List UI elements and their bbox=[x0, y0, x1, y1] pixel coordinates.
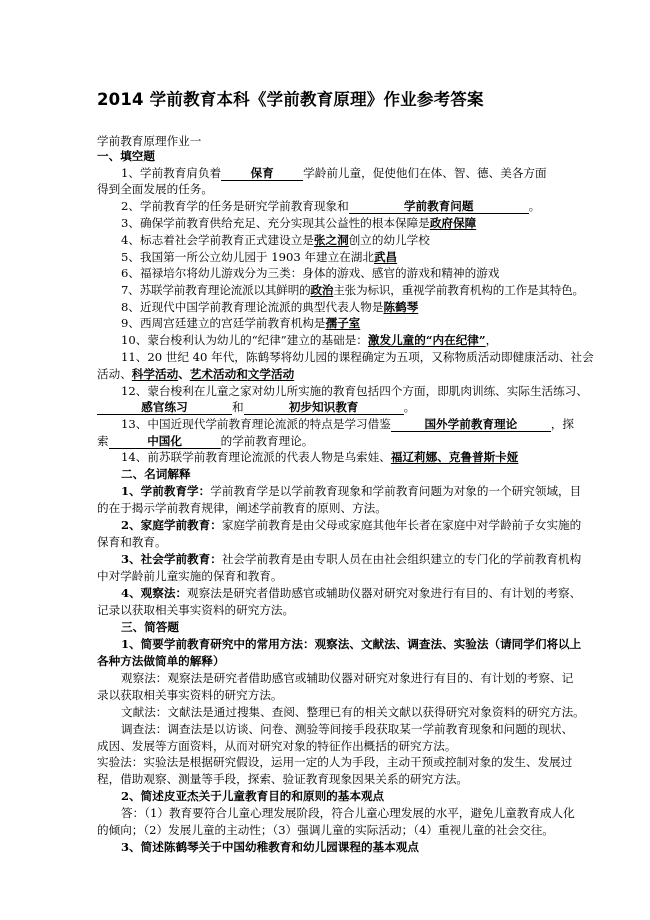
answer-text: 孺子室 bbox=[325, 316, 361, 330]
question-5 bbox=[121, 250, 397, 264]
definition-text: 社会学前教育是由专职人员在由社会组织建立的专门化的学前教育机构 bbox=[221, 552, 582, 566]
question-12-continuation bbox=[97, 400, 415, 415]
answer-observation-continuation: 录以获取相关事实资料的研究方法。 bbox=[97, 688, 283, 702]
definition-3 bbox=[121, 552, 581, 566]
answer-text: 武昌 bbox=[373, 250, 398, 264]
short-answer-question-3: 3、简述陈鹤琴关于中国幼稚教育和幼儿园课程的基本观点 bbox=[121, 840, 419, 854]
section-heading-short-answer: 三、简答题 bbox=[121, 620, 179, 634]
assignment-subtitle: 学前教育原理作业一 bbox=[97, 134, 202, 148]
question-text: 3、确保学前教育供给充足、充分实现其公益性的根本保障是 bbox=[121, 216, 430, 230]
question-text: 和 bbox=[232, 400, 244, 414]
answer-text: 文学活动 bbox=[247, 367, 295, 381]
question-text: 活动、 bbox=[97, 367, 132, 381]
question-text: 学龄前儿童，促使他们在体、智、德、美各方面 bbox=[303, 166, 547, 180]
question-text: 。 bbox=[528, 199, 541, 213]
answer-literature: 文献法：文献法是通过搜集、查阅、整理已有的相关文献以获得研究对象资料的研究方法。 bbox=[121, 705, 585, 719]
definition-2 bbox=[121, 518, 581, 532]
question-4 bbox=[121, 233, 430, 247]
question-1-continuation: 得到全面发展的任务。 bbox=[97, 182, 213, 196]
question-text: 7、苏联学前教育理论流派以其鲜明的 bbox=[121, 283, 311, 297]
question-13 bbox=[121, 417, 574, 432]
question-text: ，探 bbox=[550, 417, 575, 431]
answer-piaget: 答：（1）教育要符合儿童心理发展阶段，符合儿童心理发展的水平，避免儿童教育成人化 bbox=[121, 806, 575, 820]
definition-1 bbox=[121, 484, 581, 498]
question-12: 12、蒙台梭利在儿童之家对幼儿所实施的教育包括四个方面，即肌肉训练、实际生活练习、 bbox=[121, 384, 588, 398]
answer-blank: 初步知识教育 bbox=[244, 401, 404, 415]
question-6: 6、福禄培尔将幼儿游戏分为三类：身体的游戏、感官的游戏和精神的游戏 bbox=[121, 266, 500, 280]
question-3 bbox=[121, 216, 476, 230]
question-text: 13、中国近现代学前教育理论流派的特点是学习借鉴 bbox=[121, 417, 391, 431]
answer-piaget-continuation: 的倾向；（2）发展儿童的主动性；（3）强调儿童的实际活动；（4）重视儿童的社会交往。 bbox=[97, 823, 554, 837]
answer-text: 陈鹤琴 bbox=[383, 300, 419, 314]
answer-observation: 观察法：观察法是研究者借助感官或辅助仪器对研究对象进行有目的、有计划的考察、记 bbox=[121, 671, 574, 685]
answer-survey: 调查法：调查法是以访谈、问卷、测验等间接手段获取某一学前教育现象和问题的现状、 bbox=[121, 722, 574, 736]
answer-experiment: 实验法：实验法是根据研究假设，运用一定的人为手段，主动干预或控制对象的发生、发展过 bbox=[97, 755, 573, 769]
question-8 bbox=[121, 300, 418, 314]
short-answer-question-1: 1、简要学前教育研究中的常用方法：观察法、文献法、调查法、实验法（请同学们将以上 bbox=[121, 637, 582, 651]
definition-2-continuation: 保育和教育。 bbox=[97, 535, 167, 549]
answer-text: 福辽莉娜、克鲁普斯卡娅 bbox=[390, 450, 519, 464]
question-text: 8、近现代中国学前教育理论流派的典型代表人物是 bbox=[121, 300, 384, 314]
answer-blank: 保育 bbox=[221, 167, 303, 181]
answer-text: 张之洞 bbox=[313, 233, 349, 247]
definition-4 bbox=[121, 586, 581, 600]
answer-blank: 学前教育问题 bbox=[349, 200, 529, 214]
question-text: 。 bbox=[403, 400, 416, 414]
definition-term: 3、社会学前教育： bbox=[121, 552, 222, 566]
short-answer-question-1-continuation: 各种方法做简单的解释） bbox=[97, 654, 225, 668]
question-14 bbox=[121, 450, 518, 464]
definition-term: 4、观察法： bbox=[121, 586, 188, 600]
question-text: 索 bbox=[97, 434, 109, 448]
section-heading-fill-blanks: 一、填空题 bbox=[97, 149, 155, 163]
question-1 bbox=[121, 166, 547, 181]
answer-blank: 感官练习 bbox=[97, 401, 232, 415]
question-text: 主张为标识，重视学前教育机构的工作是其特色。 bbox=[333, 283, 584, 297]
definition-term: 1、学前教育学： bbox=[121, 484, 211, 498]
definition-4-continuation: 记录以获取相关事实资料的研究方法。 bbox=[97, 603, 295, 617]
question-13-continuation bbox=[97, 434, 313, 449]
answer-survey-continuation: 成因、发展等方面资料，从而对研究对象的特征作出概括的研究方法。 bbox=[97, 739, 457, 753]
answer-blank: 中国化 bbox=[109, 435, 221, 449]
answer-experiment-continuation: 程，借助观察、测量等手段，探索、验证教育现象因果关系的研究方法。 bbox=[97, 772, 469, 786]
question-text: 2、学前教育学的任务是研究学前教育现象和 bbox=[121, 199, 349, 213]
question-11: 11、20 世纪 40 年代，陈鹤琴将幼儿园的课程确定为五项，又称物质活动即健康活动、社会 bbox=[121, 350, 594, 364]
question-text: 14、前苏联学前教育理论流派的代表人物是乌索娃、 bbox=[121, 450, 391, 464]
question-text: 创立的幼儿学校 bbox=[348, 233, 430, 247]
question-2 bbox=[121, 199, 540, 214]
question-7 bbox=[121, 283, 584, 297]
answer-text: 激发儿童的“内在纪律” bbox=[367, 333, 486, 347]
question-text: ， bbox=[485, 333, 498, 347]
question-text: 10、蒙台梭利认为幼儿的“纪律”建立的基础是： bbox=[121, 333, 368, 347]
document-title: 2014 学前教育本科《学前教育原理》作业参考答案 bbox=[97, 90, 484, 109]
short-answer-question-2: 2、简述皮亚杰关于儿童教育目的和原则的基本观点 bbox=[121, 789, 385, 803]
answer-separator: 和 bbox=[236, 367, 248, 381]
answer-text: 科学活动 bbox=[131, 367, 179, 381]
section-heading-definitions: 二、名词解释 bbox=[121, 467, 191, 481]
definition-text: 学前教育学是以学前教育现象和学前教育问题为对象的一个研究领域，目 bbox=[210, 484, 582, 498]
answer-separator: 、 bbox=[178, 367, 190, 381]
question-9 bbox=[121, 316, 360, 330]
question-11-continuation bbox=[97, 367, 294, 381]
answer-blank: 国外学前教育理论 bbox=[391, 418, 551, 432]
answer-text: 政府保障 bbox=[429, 216, 477, 230]
question-text: 9、西周宫廷建立的宫廷学前教育机构是 bbox=[121, 316, 326, 330]
question-text: 的学前教育理论。 bbox=[220, 434, 314, 448]
definition-text: 家庭学前教育是由父母或家庭其他年长者在家庭中对学龄前子女实施的 bbox=[221, 518, 582, 532]
definition-text: 观察法是研究者借助感官或辅助仪器对研究对象进行有目的、有计划的考察、 bbox=[187, 586, 582, 600]
question-text: 5、我国第一所公立幼儿园于 1903 年建立在湖北 bbox=[121, 250, 374, 264]
question-text: 4、标志着社会学前教育正式建设立是 bbox=[121, 233, 314, 247]
question-10 bbox=[121, 333, 497, 347]
definition-term: 2、家庭学前教育： bbox=[121, 518, 222, 532]
question-text: 1、学前教育肩负着 bbox=[121, 166, 222, 180]
answer-text: 政治 bbox=[310, 283, 334, 297]
definition-1-continuation: 的在于揭示学前教育规律，阐述学前教育的原则、方法。 bbox=[97, 501, 387, 515]
answer-text: 艺术活动 bbox=[189, 367, 237, 381]
definition-3-continuation: 中对学龄前儿童实施的保育和教育。 bbox=[97, 569, 283, 583]
